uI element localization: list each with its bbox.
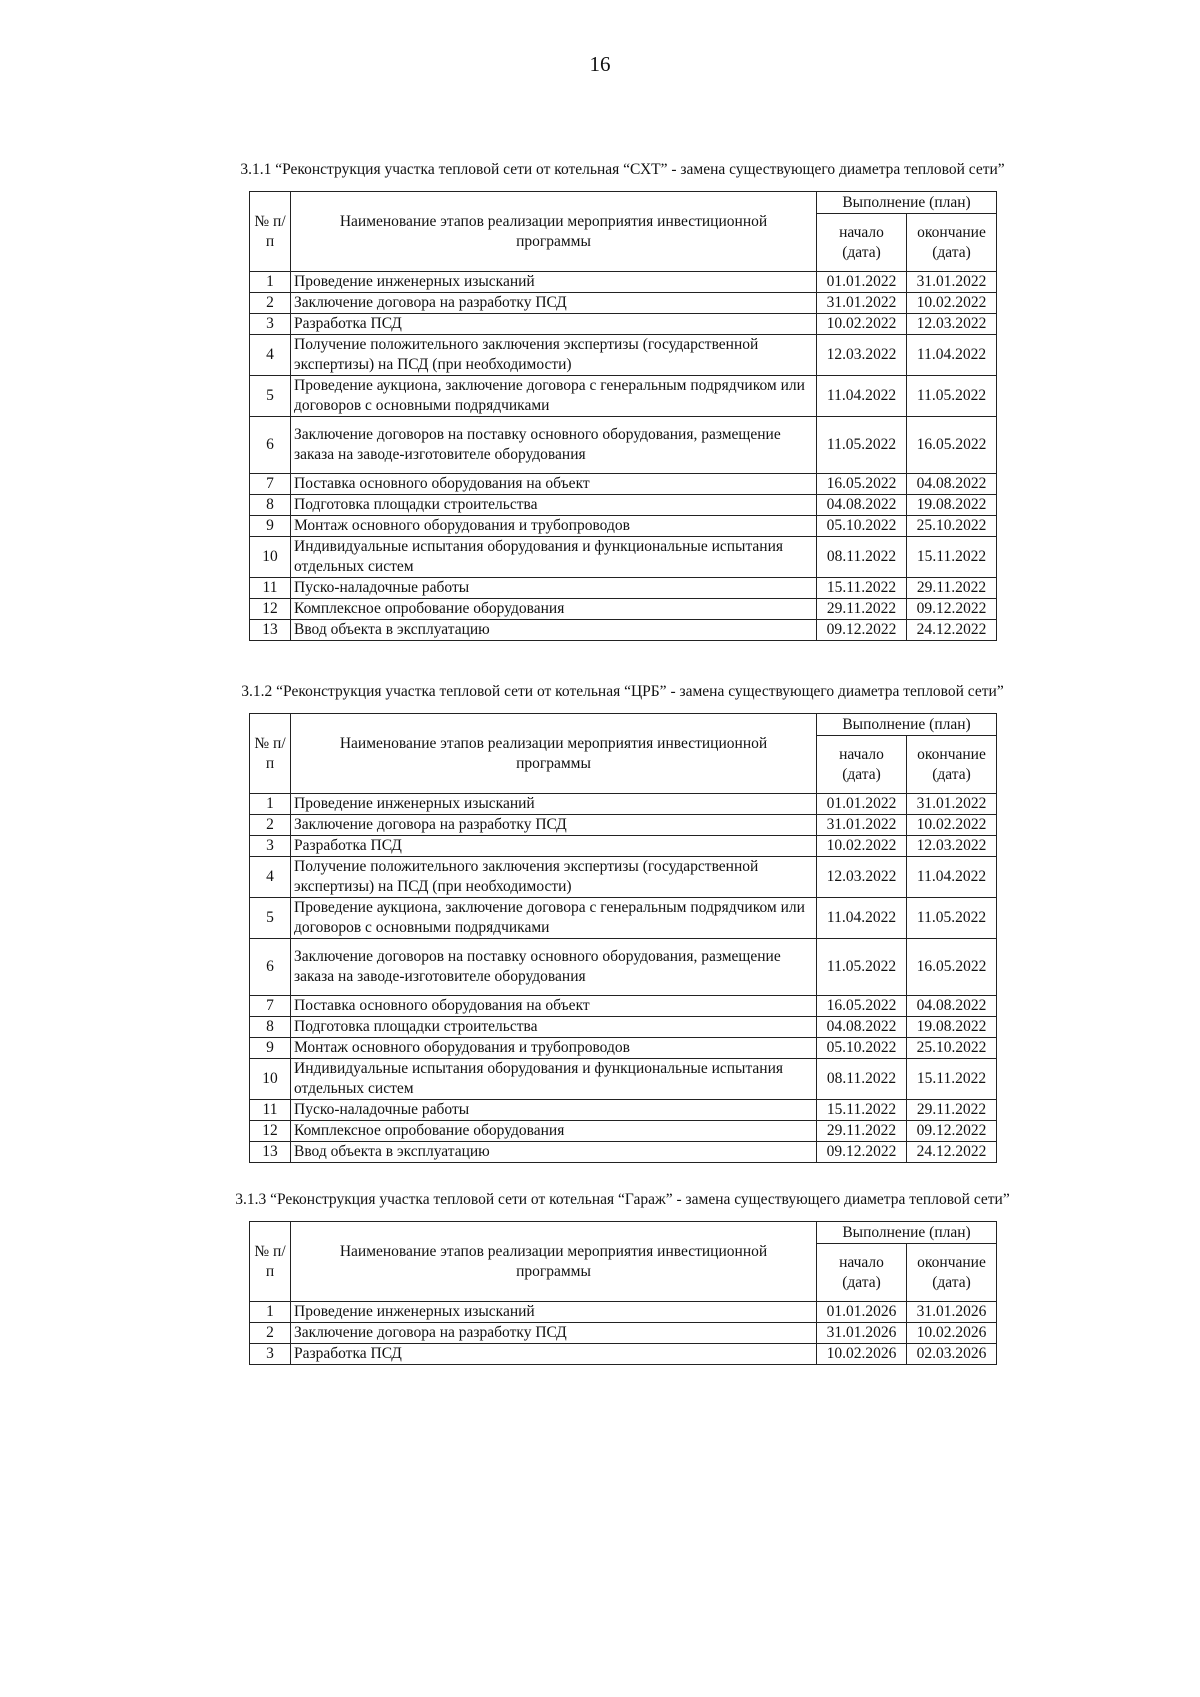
row-number: 2 [250, 815, 291, 836]
stage-name: Подготовка площадки строительства [291, 1017, 817, 1038]
header-start-date: начало (дата) [817, 736, 907, 794]
table-row [250, 495, 997, 516]
table-row [250, 599, 997, 620]
start-date: 31.01.2026 [817, 1323, 907, 1344]
stage-name: Заключение договоров на поставку основного оборудования, размещение заказа на заводе-изготовителе оборудования [291, 417, 817, 474]
stage-name: Ввод объекта в эксплуатацию [291, 1142, 817, 1163]
start-date: 05.10.2022 [817, 1038, 907, 1059]
section-title: 3.1.3 “Реконструкция участка тепловой сети от котельная “Гараж” - замена существующего диаметра тепловой сети” [235, 1191, 1010, 1208]
header-end-date: окончание (дата) [907, 736, 997, 794]
table-row [250, 335, 997, 376]
section-2 [241, 681, 1004, 1163]
row-number: 10 [250, 1059, 291, 1100]
row-number: 4 [250, 857, 291, 898]
stage-name: Комплексное опробование оборудования [291, 599, 817, 620]
header-start-date: начало (дата) [817, 1244, 907, 1302]
row-number: 10 [250, 537, 291, 578]
end-date: 24.12.2022 [907, 1142, 997, 1163]
row-number: 6 [250, 939, 291, 996]
end-date: 02.03.2026 [907, 1344, 997, 1365]
start-date: 10.02.2026 [817, 1344, 907, 1365]
end-date: 15.11.2022 [907, 537, 997, 578]
row-number: 12 [250, 1121, 291, 1142]
table-row [250, 417, 997, 474]
stage-name: Ввод объекта в эксплуатацию [291, 620, 817, 641]
end-date: 11.05.2022 [907, 376, 997, 417]
table-row [250, 898, 997, 939]
table-row [250, 272, 997, 293]
header-plan-group: Выполнение (план) [817, 1222, 997, 1244]
start-date: 01.01.2026 [817, 1302, 907, 1323]
stage-name: Проведение аукциона, заключение договора с генеральным подрядчиком или договоров с основными подрядчиками [291, 376, 817, 417]
end-date: 11.04.2022 [907, 857, 997, 898]
stage-name: Индивидуальные испытания оборудования и функциональные испытания отдельных систем [291, 1059, 817, 1100]
stage-name: Заключение договора на разработку ПСД [291, 293, 817, 314]
start-date: 31.01.2022 [817, 293, 907, 314]
row-number: 5 [250, 898, 291, 939]
table-row [250, 474, 997, 495]
stage-name: Монтаж основного оборудования и трубопроводов [291, 1038, 817, 1059]
end-date: 31.01.2022 [907, 272, 997, 293]
row-number: 13 [250, 1142, 291, 1163]
header-end-date: окончание (дата) [907, 1244, 997, 1302]
end-date: 29.11.2022 [907, 578, 997, 599]
row-number: 1 [250, 794, 291, 815]
end-date: 24.12.2022 [907, 620, 997, 641]
row-number: 5 [250, 376, 291, 417]
table-row [250, 314, 997, 335]
row-number: 1 [250, 272, 291, 293]
start-date: 15.11.2022 [817, 578, 907, 599]
stage-name: Заключение договора на разработку ПСД [291, 815, 817, 836]
start-date: 11.04.2022 [817, 898, 907, 939]
stage-name: Пуско-наладочные работы [291, 578, 817, 599]
section-3 [235, 1189, 1010, 1365]
stage-name: Поставка основного оборудования на объект [291, 996, 817, 1017]
start-date: 04.08.2022 [817, 495, 907, 516]
start-date: 16.05.2022 [817, 474, 907, 495]
table-row [250, 836, 997, 857]
table-row [250, 516, 997, 537]
end-date: 25.10.2022 [907, 1038, 997, 1059]
schedule-table [249, 191, 997, 641]
start-date: 12.03.2022 [817, 335, 907, 376]
table-row [250, 537, 997, 578]
start-date: 05.10.2022 [817, 516, 907, 537]
header-number: № п/п [250, 1222, 291, 1302]
table-row [250, 1100, 997, 1121]
start-date: 11.05.2022 [817, 417, 907, 474]
table-row [250, 1059, 997, 1100]
end-date: 10.02.2022 [907, 815, 997, 836]
stage-name: Пуско-наладочные работы [291, 1100, 817, 1121]
row-number: 9 [250, 1038, 291, 1059]
table-row [250, 815, 997, 836]
row-number: 3 [250, 1344, 291, 1365]
end-date: 09.12.2022 [907, 599, 997, 620]
table-row [250, 939, 997, 996]
start-date: 01.01.2022 [817, 272, 907, 293]
header-end-date: окончание (дата) [907, 214, 997, 272]
section-title: 3.1.2 “Реконструкция участка тепловой сети от котельная “ЦРБ” - замена существующего диаметра тепловой сети” [241, 683, 1004, 700]
stage-name: Разработка ПСД [291, 314, 817, 335]
table-row [250, 620, 997, 641]
header-plan-group: Выполнение (план) [817, 192, 997, 214]
row-number: 8 [250, 1017, 291, 1038]
end-date: 10.02.2026 [907, 1323, 997, 1344]
header-start-date: начало (дата) [817, 214, 907, 272]
row-number: 7 [250, 996, 291, 1017]
row-number: 1 [250, 1302, 291, 1323]
header-number: № п/п [250, 714, 291, 794]
end-date: 19.08.2022 [907, 1017, 997, 1038]
start-date: 08.11.2022 [817, 1059, 907, 1100]
row-number: 11 [250, 1100, 291, 1121]
header-stage-name: Наименование этапов реализации мероприятия инвестиционной программы [291, 714, 817, 794]
start-date: 11.05.2022 [817, 939, 907, 996]
page-number: 16 [589, 52, 611, 76]
start-date: 01.01.2022 [817, 794, 907, 815]
start-date: 09.12.2022 [817, 620, 907, 641]
stage-name: Заключение договора на разработку ПСД [291, 1323, 817, 1344]
end-date: 11.05.2022 [907, 898, 997, 939]
row-number: 2 [250, 293, 291, 314]
end-date: 10.02.2022 [907, 293, 997, 314]
section-title: 3.1.1 “Реконструкция участка тепловой сети от котельная “СХТ” - замена существующего диаметра тепловой сети” [240, 161, 1005, 178]
table-row [250, 1017, 997, 1038]
stage-name: Заключение договоров на поставку основного оборудования, размещение заказа на заводе-изготовителе оборудования [291, 939, 817, 996]
table-row [250, 1038, 997, 1059]
stage-name: Разработка ПСД [291, 836, 817, 857]
stage-name: Проведение аукциона, заключение договора с генеральным подрядчиком или договоров с основными подрядчиками [291, 898, 817, 939]
start-date: 16.05.2022 [817, 996, 907, 1017]
end-date: 09.12.2022 [907, 1121, 997, 1142]
stage-name: Монтаж основного оборудования и трубопроводов [291, 516, 817, 537]
start-date: 10.02.2022 [817, 836, 907, 857]
stage-name: Проведение инженерных изысканий [291, 794, 817, 815]
table-row [250, 1121, 997, 1142]
start-date: 04.08.2022 [817, 1017, 907, 1038]
table-row [250, 1142, 997, 1163]
end-date: 16.05.2022 [907, 939, 997, 996]
end-date: 29.11.2022 [907, 1100, 997, 1121]
end-date: 31.01.2026 [907, 1302, 997, 1323]
table-row [250, 794, 997, 815]
header-stage-name: Наименование этапов реализации мероприятия инвестиционной программы [291, 1222, 817, 1302]
row-number: 6 [250, 417, 291, 474]
section-1 [240, 159, 1005, 641]
row-number: 4 [250, 335, 291, 376]
row-number: 12 [250, 599, 291, 620]
stage-name: Разработка ПСД [291, 1344, 817, 1365]
start-date: 15.11.2022 [817, 1100, 907, 1121]
start-date: 08.11.2022 [817, 537, 907, 578]
end-date: 04.08.2022 [907, 996, 997, 1017]
header-stage-name: Наименование этапов реализации мероприятия инвестиционной программы [291, 192, 817, 272]
row-number: 13 [250, 620, 291, 641]
schedule-table [249, 713, 997, 1163]
row-number: 9 [250, 516, 291, 537]
schedule-table [249, 1221, 997, 1365]
start-date: 10.02.2022 [817, 314, 907, 335]
row-number: 11 [250, 578, 291, 599]
header-plan-group: Выполнение (план) [817, 714, 997, 736]
stage-name: Индивидуальные испытания оборудования и функциональные испытания отдельных систем [291, 537, 817, 578]
stage-name: Получение положительного заключения экспертизы (государственной экспертизы) на ПСД (при необходимости) [291, 857, 817, 898]
table-row [250, 376, 997, 417]
stage-name: Проведение инженерных изысканий [291, 272, 817, 293]
row-number: 3 [250, 314, 291, 335]
table-row [250, 996, 997, 1017]
end-date: 16.05.2022 [907, 417, 997, 474]
table-row [250, 857, 997, 898]
row-number: 3 [250, 836, 291, 857]
row-number: 2 [250, 1323, 291, 1344]
stage-name: Получение положительного заключения экспертизы (государственной экспертизы) на ПСД (при необходимости) [291, 335, 817, 376]
end-date: 19.08.2022 [907, 495, 997, 516]
start-date: 11.04.2022 [817, 376, 907, 417]
end-date: 25.10.2022 [907, 516, 997, 537]
end-date: 15.11.2022 [907, 1059, 997, 1100]
table-row [250, 293, 997, 314]
end-date: 11.04.2022 [907, 335, 997, 376]
end-date: 31.01.2022 [907, 794, 997, 815]
end-date: 12.03.2022 [907, 836, 997, 857]
start-date: 09.12.2022 [817, 1142, 907, 1163]
table-row [250, 1344, 997, 1365]
table-row [250, 1323, 997, 1344]
header-number: № п/п [250, 192, 291, 272]
row-number: 7 [250, 474, 291, 495]
table-row [250, 1302, 997, 1323]
start-date: 29.11.2022 [817, 1121, 907, 1142]
stage-name: Поставка основного оборудования на объект [291, 474, 817, 495]
start-date: 31.01.2022 [817, 815, 907, 836]
stage-name: Подготовка площадки строительства [291, 495, 817, 516]
stage-name: Проведение инженерных изысканий [291, 1302, 817, 1323]
start-date: 12.03.2022 [817, 857, 907, 898]
table-row [250, 578, 997, 599]
start-date: 29.11.2022 [817, 599, 907, 620]
end-date: 12.03.2022 [907, 314, 997, 335]
row-number: 8 [250, 495, 291, 516]
end-date: 04.08.2022 [907, 474, 997, 495]
stage-name: Комплексное опробование оборудования [291, 1121, 817, 1142]
